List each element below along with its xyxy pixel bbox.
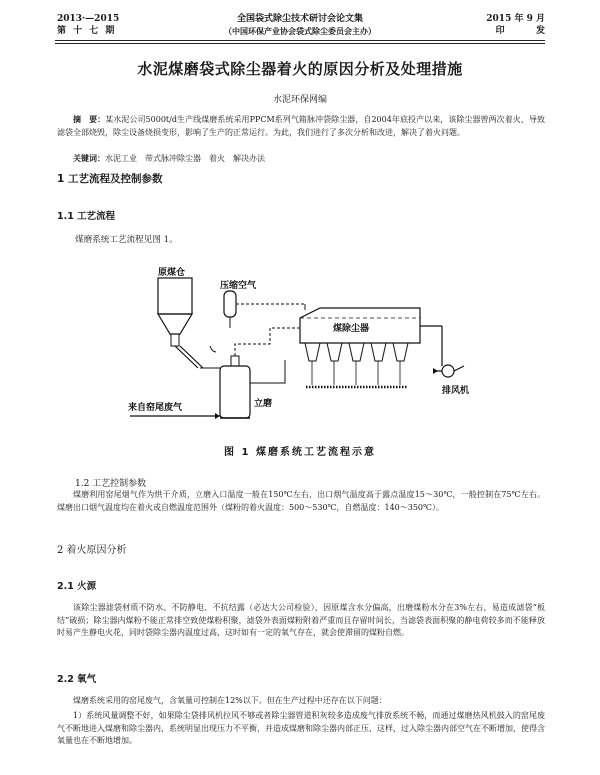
section-1-1-text: 煤磨系统工艺流程见图 1。 xyxy=(75,235,178,245)
label-raw-coal-bin: 原煤仓 xyxy=(158,268,186,278)
process-flow-diagram xyxy=(120,248,540,438)
label-exhaust-fan: 排风机 xyxy=(442,386,470,396)
abstract xyxy=(57,113,545,139)
section-1-heading: 1 工艺流程及控制参数 xyxy=(57,173,163,185)
figure-caption: 图 1 煤磨系统工艺流程示意 xyxy=(224,447,376,458)
label-compressed-air: 压缩空气 xyxy=(220,281,257,291)
exhaust-fan xyxy=(433,365,464,377)
section-2-1-heading: 2.1 火源 xyxy=(57,581,97,592)
label-kiln-gas: 来自窑尾废气 xyxy=(128,403,183,413)
header-left-line1: 2013·—2015 xyxy=(57,14,120,24)
article-author: 水泥环保网编 xyxy=(272,95,327,105)
abstract-label: 摘 要： xyxy=(73,114,106,124)
section-2-1-text: 该除尘器滤袋材质不防水、不防静电、不抗结露（必达大公司检验），因原煤含水分偏高，出磨煤粉水分在3%左右，易造成滤袋“板结”破损；除尘器内煤粉不能正常排空致使煤粉积聚，滤袋外表面煤粉附着严重而且存留时间长，当滤袋表面积聚的静电荷较多而不能释放时易产生静电火花，同时袋除尘器内温度过高，这时如有一定的氧气存在，就会使滞留的煤粉自燃。 xyxy=(57,603,545,637)
keywords xyxy=(57,152,545,166)
header-left-line2: 第 十 七 期 xyxy=(57,26,117,36)
abstract-text: 某水泥公司5000t/d生产线煤磨系统采用PPCM系列气箱脉冲袋除尘器，自2004年底投产以来，该除尘器曾两次着火，导致滤袋全部烧毁，除尘设备烧损变形，影响了生产的正常运行。为此，我们进行了多次分析和改进，解决了着火问题。 xyxy=(57,115,545,137)
keywords-text: 水泥工业 带式脉冲除尘器 着火 解决办法 xyxy=(105,154,265,163)
section-1-2-text: 煤磨利用窑尾烟气作为烘干介质，立磨入口温度一般在150℃左右，出口烟气温度高于露点温度15～30℃，一般控制在75℃左右。煤磨出口烟气温度均在着火或自燃温度范围外（煤粉的着火温度：500～530℃，自燃温度：140～350℃）。 xyxy=(57,490,545,512)
section-1-1-heading: 1.1 工艺流程 xyxy=(57,211,116,222)
header-center-line2: （中国环保产业协会袋式除尘委员会主办） xyxy=(224,26,376,36)
section-2-2-text-1: 煤磨系统采用的窑尾废气，含氧量可控制在12%以下。但在生产过程中还存在以下问题： xyxy=(73,696,387,705)
keywords-label: 关键词： xyxy=(73,153,105,163)
section-2-2-heading: 2.2 氧气 xyxy=(57,674,97,685)
section-1-2-heading: 1.2 工艺控制参数 xyxy=(75,479,147,489)
section-2-heading: 2 着火原因分析 xyxy=(57,545,127,556)
header-center-line1: 全国袋式除尘技术研讨会论文集 xyxy=(236,14,363,24)
raw-coal-bin xyxy=(158,278,203,368)
header-rule-thick xyxy=(55,40,545,41)
header-rule-thin xyxy=(55,43,545,44)
header-right-line1: 2015 年 9 月 xyxy=(486,14,545,24)
label-bag-filter: 煤除尘器 xyxy=(333,324,370,334)
vertical-mill xyxy=(220,356,250,418)
article-title: 水泥煤磨袋式除尘器着火的原因分析及处理措施 xyxy=(137,60,463,78)
section-2-2-text-2: 1）系统风量调整不好，如果除尘袋排风机拉风不够或者除尘器管道积灰较多造成废气排放系统不畅，而通过煤磨热风机鼓入的窑尾废气不断地进入煤磨和除尘器内，系统明显出现压力不平衡，并造成煤磨和除尘器内部正压，这样，过入除尘器内部空气在不断增加，使得含氧量也在不断地增加。 xyxy=(57,711,545,745)
bag-filter xyxy=(300,308,420,387)
label-vertical-mill: 立磨 xyxy=(254,399,273,409)
compressed-air-tank xyxy=(224,291,236,328)
header-right-line2: 印 发 xyxy=(495,26,545,36)
